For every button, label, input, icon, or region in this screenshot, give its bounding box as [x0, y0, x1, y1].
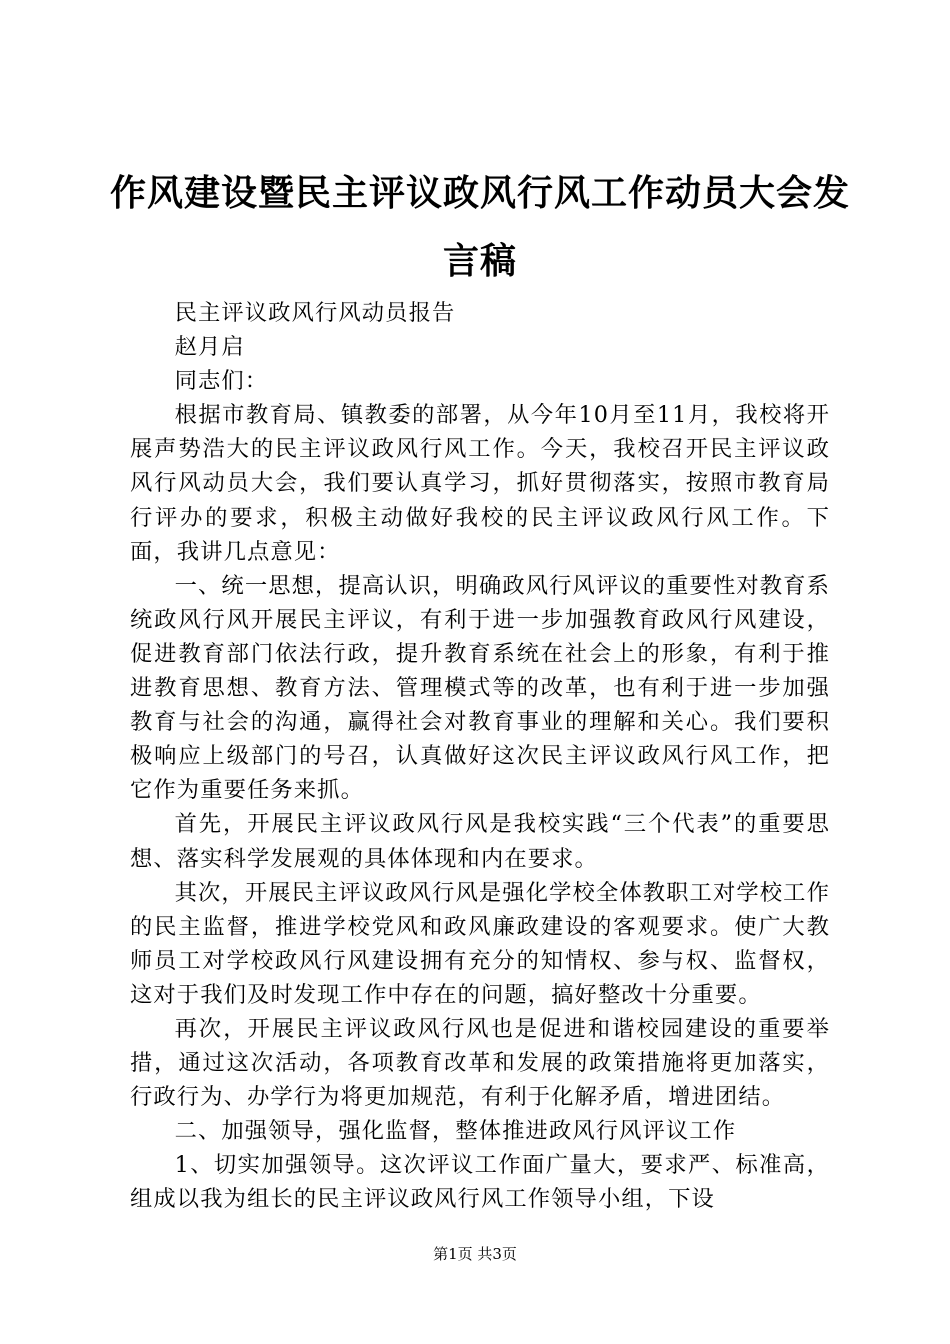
document-body [130, 296, 830, 1217]
body-paragraph: 其次，开展民主评议政风行风是强化学校全体教职工对学校工作的民主监督，推进学校党风和政风廉政建设的客观要求。使广大教师员工对学校政风行风建设拥有充分的知情权、参与权、监督权，这对于我们及时发现工作中存在的问题，搞好整改十分重要。 [130, 879, 830, 1008]
salutation: 同志们： [174, 368, 269, 395]
document-title: 作风建设暨民主评议政风行风工作动员大会发言稿 [110, 173, 851, 282]
section-heading: 二、加强领导，强化监督，整体推进政风行风评议工作 [174, 1118, 737, 1145]
body-paragraph: 首先，开展民主评议政风行风是我校实践“三个代表”的重要思想、落实科学发展观的具体体现和内在要求。 [130, 811, 830, 872]
report-subtitle: 民主评议政风行风动员报告 [174, 300, 456, 326]
body-paragraph: 1、切实加强领导。这次评议工作面广量大，要求严、标准高，组成以我为组长的民主评议政风行风工作领导小组，下设 [130, 1152, 830, 1213]
body-paragraph: 一、统一思想，提高认识，明确政风行风评议的重要性对教育系统政风行风开展民主评议，有利于进一步加强教育政风行风建设，促进教育部门依法行政，提升教育系统在社会上的形象，有利于推进教育思想、教育方法、管理模式等的改革，也有利于进一步加强教育与社会的沟通，赢得社会对教育事业的理解和关心。我们要积极响应上级部门的号召，认真做好这次民主评议政风行风工作，把它作为重要任务来抓。 [130, 572, 830, 804]
body-paragraph: 再次，开展民主评议政风行风也是促进和谐校园建设的重要举措，通过这次活动，各项教育改革和发展的政策措施将更加落实，行政行为、办学行为将更加规范，有利于化解矛盾，增进团结。 [130, 1015, 830, 1111]
body-paragraph: 根据市教育局、镇教委的部署，从今年10月至11月，我校将开展声势浩大的民主评议政风行风工作。今天，我校召开民主评议政风行风动员大会，我们要认真学习，抓好贯彻落实，按照市教育局行评办的要求，积极主动做好我校的民主评议政风行风工作。下面，我讲几点意见： [130, 402, 830, 565]
page-footer: 第1页 共3页 [433, 1245, 517, 1263]
author-name: 赵月启 [174, 334, 245, 361]
